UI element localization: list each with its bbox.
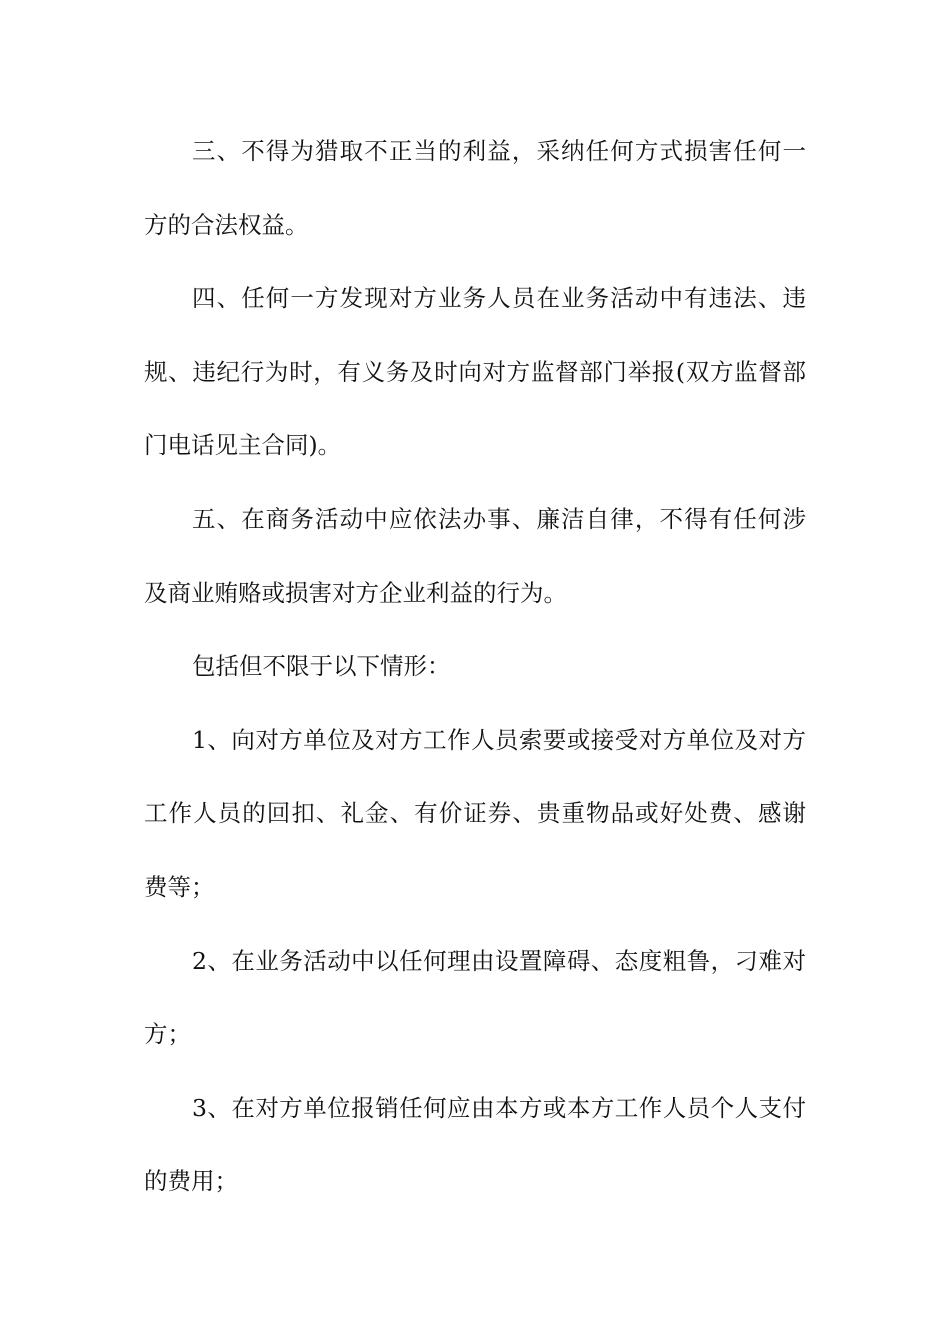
clause-4-line-1: 四、任何一方发现对方业务人员在业务活动中有违法、违 (192, 284, 806, 313)
clause-4-line-3: 门电话见主合同)。 (144, 431, 342, 460)
clause-3-line-1: 三、不得为猎取不正当的利益，采纳任何方式损害任何一 (192, 137, 806, 165)
item-1-line-3: 费等； (144, 872, 215, 901)
item-2-line-2: 方； (144, 1020, 191, 1049)
clause-5-line-1: 五、在商务活动中应依法办事、廉洁自律，不得有任何涉 (192, 504, 806, 533)
clause-5-line-2: 及商业贿赂或损害对方企业利益的行为。 (144, 578, 567, 607)
item-1-line-1: 1、向对方单位及对方工作人员索要或接受对方单位及对方 (192, 725, 806, 754)
item-1-line-2: 工作人员的回扣、礼金、有价证券、贵重物品或好处费、感谢 (144, 799, 806, 828)
item-3-line-2: 的费用； (144, 1167, 238, 1196)
clause-3-line-2: 方的合法权益。 (144, 210, 309, 239)
item-2-line-1: 2、在业务活动中以任何理由设置障碍、态度粗鲁，刁难对 (192, 946, 806, 975)
item-3-line-1: 3、在对方单位报销任何应由本方或本方工作人员个人支付 (192, 1093, 806, 1122)
list-intro: 包括但不限于以下情形： (192, 652, 451, 681)
clause-4-line-2: 规、违纪行为时，有义务及时向对方监督部门举报(双方监督部 (144, 357, 806, 386)
document-body (144, 122, 806, 1226)
